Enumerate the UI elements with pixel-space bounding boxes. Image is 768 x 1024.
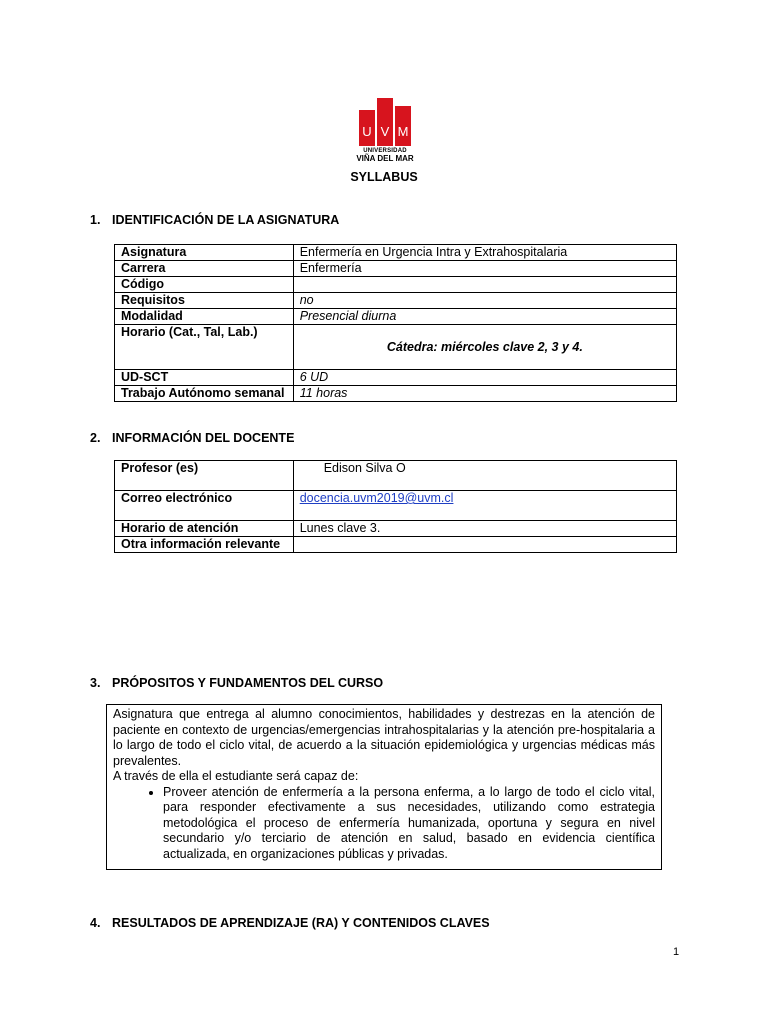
table-row [115,461,677,491]
row-value: 6 UD [293,370,676,386]
row-value [293,277,676,293]
logo-letter-u: U [362,124,372,139]
list-item: • Proveer atención de enfermería a la persona enferma, a lo largo de todo el ciclo vital, para responder efectivamente a sus necesidades, utilizando como estrategia metodológica el proceso de enfermería humanizada, oportuna y segura en nivel secundario y/o terciario de atención en salud, basado en evidencia científica actualizada, en organizaciones públicas y privadas. [163,785,655,863]
table-row [115,245,677,261]
table-row [115,277,677,293]
section3-heading [90,676,383,690]
instructor-info-table [114,460,677,553]
row-label: Profesor (es) [115,461,294,491]
section3-title: PRÓPOSITOS Y FUNDAMENTOS DEL CURSO [112,676,384,690]
table-row [115,370,677,386]
section2-heading [90,431,294,445]
row-value: Cátedra: miércoles clave 2, 3 y 4. [293,325,676,370]
purpose-paragraph: Asignatura que entrega al alumno conocimientos, habilidades y destrezas en la atención de paciente en contexto de urgencias/emergencias intrahospitalarias y la atención pre-hospitalaria a lo largo de todo el ciclo vital, de acuerdo a la situación epidemiológica y urgencias médicas más prevalentes. [113,707,655,768]
page-number: 1 [673,946,680,958]
course-purpose-box [106,704,662,870]
row-value: Lunes clave 3. [293,521,676,537]
row-value: Presencial diurna [293,309,676,325]
logo-letter-v: V [380,124,390,139]
section2-number: 2. [90,431,101,445]
row-label: Carrera [115,261,294,277]
table-row [115,293,677,309]
section2-title: INFORMACIÓN DEL DOCENTE [112,431,295,445]
row-label: Modalidad [115,309,294,325]
section3-number: 3. [90,676,101,690]
row-value [293,491,676,521]
row-label: Código [115,277,294,293]
table-row [115,537,677,553]
section4-number: 4. [90,916,101,930]
row-label: UD-SCT [115,370,294,386]
row-label: Horario (Cat., Tal, Lab.) [115,325,294,370]
table-row [115,309,677,325]
table-row [115,325,677,370]
row-label: Requisitos [115,293,294,309]
logo-city-label: VIÑA DEL MAR [356,154,414,163]
row-value: Edison Silva O [293,461,676,491]
table-row [115,386,677,402]
page-title: SYLLABUS [350,170,418,184]
course-identification-table [114,244,677,402]
row-value: Enfermería [293,261,676,277]
email-link[interactable]: docencia.uvm2019@uvm.cl [299,491,454,505]
row-label: Horario de atención [115,521,294,537]
logo-university-label: UNIVERSIDAD [363,148,407,154]
purpose-intro: A través de ella el estudiante será capaz de: [113,769,359,783]
row-label: Trabajo Autónomo semanal [115,386,294,402]
table-row [115,491,677,521]
uvm-logo-mark [355,96,415,148]
section1-number: 1. [90,213,101,227]
table-row [115,521,677,537]
purpose-bullet-list [113,785,655,863]
row-value: 11 horas [293,386,676,402]
table-row [115,261,677,277]
row-value: no [293,293,676,309]
row-label: Asignatura [115,245,294,261]
row-label: Correo electrónico [115,491,294,521]
logo-letter-m: M [397,124,409,139]
row-label: Otra información relevante [115,537,294,553]
section1-title: IDENTIFICACIÓN DE LA ASIGNATURA [112,213,340,227]
row-value: Enfermería en Urgencia Intra y Extrahospitalaria [293,245,676,261]
section1-heading [90,213,339,227]
section4-heading [90,916,490,930]
row-value [293,537,676,553]
section4-title: RESULTADOS DE APRENDIZAJE (RA) Y CONTENIDOS CLAVES [112,916,490,930]
